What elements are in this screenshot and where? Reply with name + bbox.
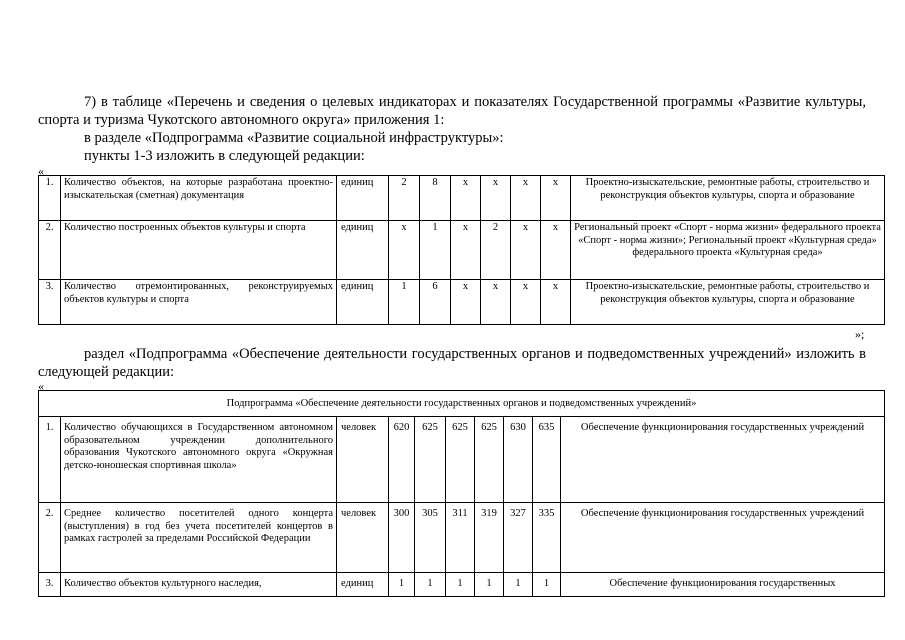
indicator-value: х — [511, 176, 541, 221]
subprogram-header: Подпрограмма «Обеспечение деятельности государственных органов и подведомственных учреждений» — [39, 391, 885, 417]
indicator-source: Проектно-изыскательские, ремонтные работы, строительство и реконструкция объектов культуры, спорта и образование — [571, 280, 885, 325]
table-row — [39, 503, 885, 573]
open-quote-2: « — [38, 379, 44, 393]
indicator-value: 319 — [475, 503, 504, 573]
indicator-value: х — [481, 280, 511, 325]
indicator-value: 1 — [389, 573, 415, 597]
indicator-value: 1 — [504, 573, 533, 597]
indicator-source: Обеспечение функционирования государственных учреждений — [561, 417, 885, 503]
indicator-value: х — [511, 221, 541, 280]
row-number: 1. — [39, 417, 61, 503]
indicator-value: 1 — [415, 573, 446, 597]
indicator-name: Количество обучающихся в Государственном автономном образовательном учреждении дополнительного образования Чукотского автономного округа «Окружная детско-юношеская спортивная школа» — [61, 417, 337, 503]
row-number: 2. — [39, 221, 61, 280]
indicator-value: 1 — [446, 573, 475, 597]
indicator-value: х — [511, 280, 541, 325]
indicator-value: 1 — [389, 280, 420, 325]
unit-of-measure: единиц — [337, 221, 389, 280]
row-number: 2. — [39, 503, 61, 573]
indicator-value: 1 — [475, 573, 504, 597]
indicator-value: х — [541, 176, 571, 221]
indicator-value: 625 — [446, 417, 475, 503]
indicator-source: Региональный проект «Спорт - норма жизни» федерального проекта «Спорт - норма жизни»; Региональный проект «Культурная среда» федерального проекта «Культурная среда» — [571, 221, 885, 280]
indicator-value: 630 — [504, 417, 533, 503]
indicators-table-government-bodies — [38, 390, 885, 597]
indicator-name: Количество объектов, на которые разработана проектно-изыскательская (сметная) документация — [61, 176, 337, 221]
indicator-value: 625 — [475, 417, 504, 503]
indicator-name: Количество построенных объектов культуры и спорта — [61, 221, 337, 280]
unit-of-measure: единиц — [337, 573, 389, 597]
table-row — [39, 417, 885, 503]
table-row — [39, 280, 885, 325]
row-number: 1. — [39, 176, 61, 221]
indicator-value: 2 — [481, 221, 511, 280]
indicator-name: Среднее количество посетителей одного концерта (выступления) в год без учета посетителей концертов в рамках гастролей за пределами Российской Федерации — [61, 503, 337, 573]
indicator-name: Количество объектов культурного наследия, — [61, 573, 337, 597]
indicator-value: 335 — [533, 503, 561, 573]
indicator-value: х — [451, 280, 481, 325]
intro-paragraph-items: пункты 1-3 изложить в следующей редакции: — [84, 148, 365, 164]
indicator-value: х — [481, 176, 511, 221]
intro-paragraph-section: в разделе «Подпрограмма «Развитие социальной инфраструктуры»: — [84, 130, 504, 146]
indicator-value: 8 — [420, 176, 451, 221]
row-number: 3. — [39, 280, 61, 325]
indicator-value: х — [451, 176, 481, 221]
indicator-source: Обеспечение функционирования государственных — [561, 573, 885, 597]
indicator-value: 305 — [415, 503, 446, 573]
indicator-value: 620 — [389, 417, 415, 503]
unit-of-measure: человек — [337, 417, 389, 503]
indicator-value: х — [541, 280, 571, 325]
indicator-value: х — [451, 221, 481, 280]
indicator-value: 635 — [533, 417, 561, 503]
indicator-source: Проектно-изыскательские, ремонтные работы, строительство и реконструкция объектов культуры, спорта и образование — [571, 176, 885, 221]
indicator-source: Обеспечение функционирования государственных учреждений — [561, 503, 885, 573]
open-quote-1: « — [38, 164, 44, 178]
intro-paragraph-item-7: 7) в таблице «Перечень и сведения о целевых индикаторах и показателях Государственной программы «Развитие культуры, спорта и туризма Чукотского автономного округа» приложения 1: — [38, 94, 866, 128]
subprogram-header-row — [39, 391, 885, 417]
indicator-name: Количество отремонтированных, реконструируемых объектов культуры и спорта — [61, 280, 337, 325]
close-quote-1: »; — [855, 327, 865, 341]
row-number: 3. — [39, 573, 61, 597]
indicator-value: 327 — [504, 503, 533, 573]
indicator-value: 300 — [389, 503, 415, 573]
indicator-value: 311 — [446, 503, 475, 573]
unit-of-measure: человек — [337, 503, 389, 573]
indicator-value: 1 — [533, 573, 561, 597]
indicator-value: 1 — [420, 221, 451, 280]
indicators-table-social-infrastructure — [38, 175, 885, 325]
table-row — [39, 176, 885, 221]
indicator-value: 625 — [415, 417, 446, 503]
section-paragraph-subprogram: раздел «Подпрограмма «Обеспечение деятельности государственных органов и подведомственных учреждений» изложить в следующей редакции: — [38, 346, 866, 380]
indicator-value: 6 — [420, 280, 451, 325]
table-row — [39, 221, 885, 280]
unit-of-measure: единиц — [337, 176, 389, 221]
indicator-value: х — [389, 221, 420, 280]
indicator-value: х — [541, 221, 571, 280]
table-row — [39, 573, 885, 597]
unit-of-measure: единиц — [337, 280, 389, 325]
indicator-value: 2 — [389, 176, 420, 221]
